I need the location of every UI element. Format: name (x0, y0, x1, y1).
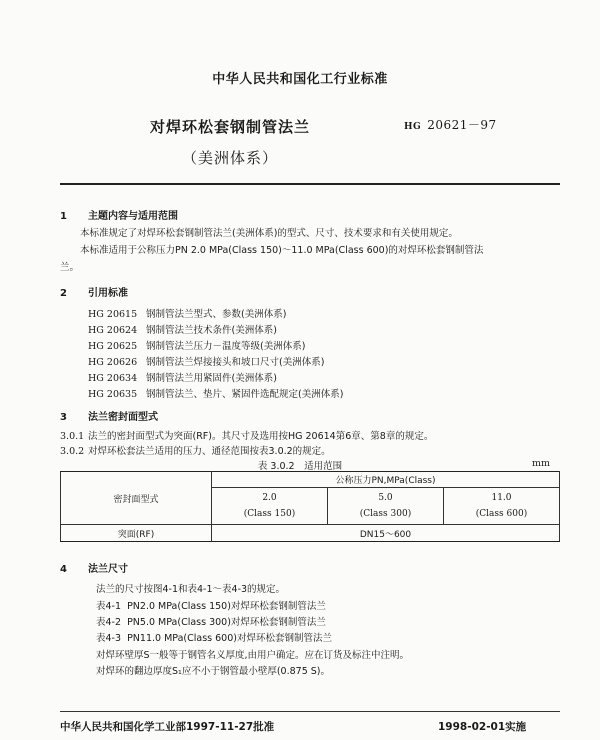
reference-item: HG 20634 钢制管法兰用紧固件(美洲体系) (88, 373, 277, 384)
section-1-para-2-cont: 兰。 (60, 262, 80, 273)
footer-divider (60, 711, 560, 712)
standard-prefix: HG (404, 122, 422, 132)
section-4-intro: 法兰的尺寸按图4-1和表4-1～表4-3的规定。 (96, 584, 286, 595)
reference-item: HG 20626 钢制管法兰焊接接头和坡口尺寸(美洲体系) (88, 357, 325, 368)
reference-item: HG 20625 钢制管法兰压力－温度等级(美洲体系) (88, 341, 306, 352)
issuing-organization: 中华人民共和国化工行业标准 (212, 72, 388, 87)
table-column-header: 5.0 (Class 300) (328, 488, 444, 525)
section-4-note-1: 对焊环壁厚S一般等于钢管名义厚度,由用户确定。应在订货及标注中注明。 (96, 650, 410, 661)
section-3-heading: 3 法兰密封面型式 (60, 412, 158, 423)
table-caption: 表 3.0.2 适用范围 (257, 461, 343, 472)
effective-date: 1998-02-01实施 (438, 721, 527, 733)
table-row-value: DN15～600 (212, 525, 560, 542)
section-1-para-2: 本标准适用于公称压力PN 2.0 MPa(Class 150)～11.0 MPa(Class 600)的对焊环松套钢制管法 (80, 245, 484, 256)
table-group-header: 公称压力PN,MPa(Class) (212, 472, 560, 488)
approval-line: 中华人民共和国化学工业部1997-11-27批准 (60, 721, 275, 733)
table-column-header: 11.0 (Class 600) (444, 488, 560, 525)
clause-3-0-2: 3.0.2 对焊环松套法兰适用的压力、通径范围按表3.0.2的规定。 (60, 446, 331, 457)
clause-3-0-1: 3.0.1 法兰的密封面型式为突面(RF)。其尺寸及选用按HG 20614第6章、第8章的规定。 (60, 431, 434, 442)
standard-number (404, 116, 497, 133)
reference-item: HG 20624 钢制管法兰技术条件(美洲体系) (88, 325, 277, 336)
table-reference: 表4-3 PN11.0 MPa(Class 600)对焊环松套钢制管法兰 (96, 633, 332, 644)
table-row-header: 密封面型式 (61, 472, 212, 525)
table-reference: 表4-1 PN2.0 MPa(Class 150)对焊环松套钢制管法兰 (96, 601, 326, 612)
document-subtitle: （美洲体系） (181, 149, 278, 167)
document-title: 对焊环松套钢制管法兰 (149, 118, 310, 136)
scope-table (60, 471, 560, 542)
section-1-para-1: 本标准规定了对焊环松套钢制管法兰(美洲体系)的型式、尺寸、技术要求和有关使用规定。 (80, 228, 458, 239)
reference-item: HG 20615 钢制管法兰型式、参数(美洲体系) (88, 309, 287, 320)
section-4-note-2: 对焊环的翻边厚度S₁应不小于钢管最小壁厚(0.875 S)。 (96, 666, 330, 677)
header-divider (60, 183, 560, 185)
section-2-heading: 2 引用标准 (60, 288, 128, 299)
table-row-label: 突面(RF) (61, 525, 212, 542)
table-column-header: 2.0 (Class 150) (212, 488, 328, 525)
table-unit: mm (532, 458, 551, 469)
table-reference: 表4-2 PN5.0 MPa(Class 300)对焊环松套钢制管法兰 (96, 617, 326, 628)
section-1-heading: 1 主题内容与适用范围 (60, 211, 178, 222)
standard-code: 20621－97 (427, 118, 497, 132)
reference-item: HG 20635 钢制管法兰、垫片、紧固件选配规定(美洲体系) (88, 389, 344, 400)
section-4-heading: 4 法兰尺寸 (60, 564, 128, 575)
